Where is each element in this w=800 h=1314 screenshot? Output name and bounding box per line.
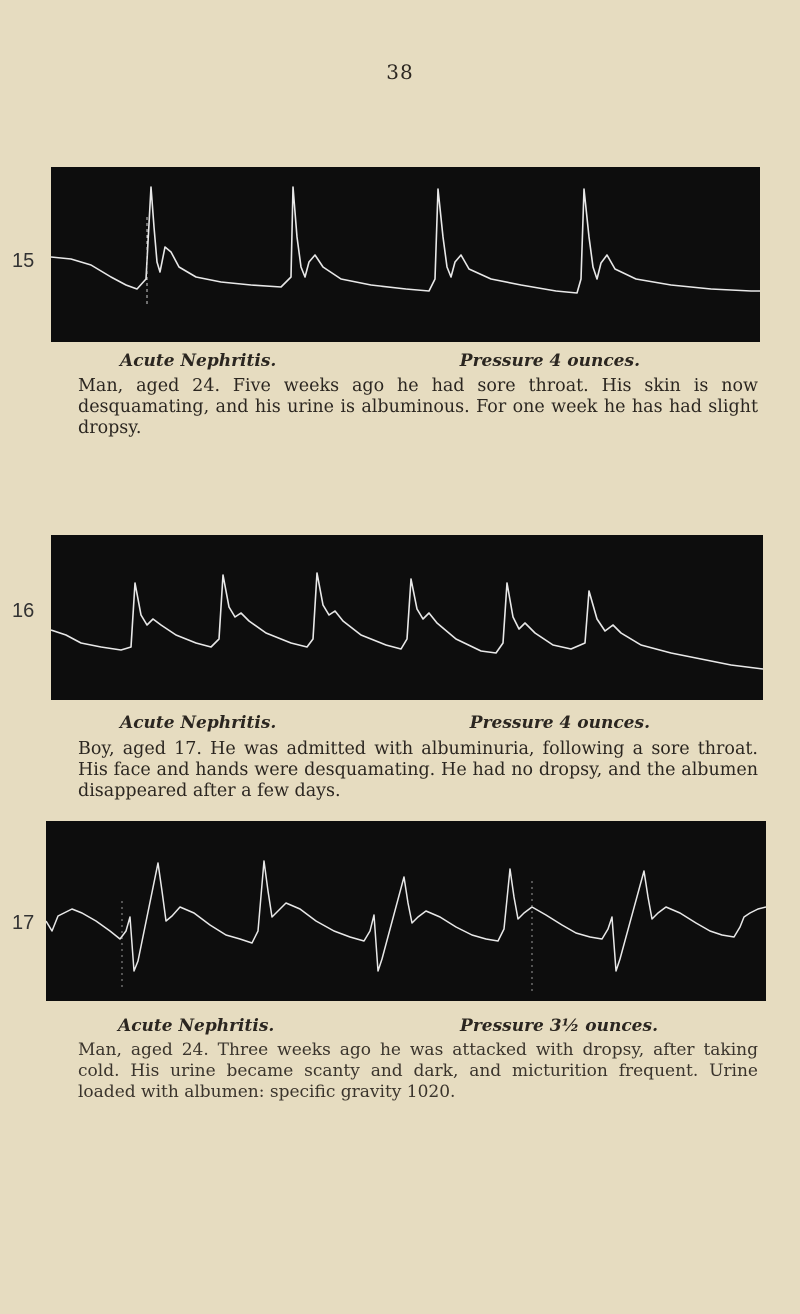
figure-16-number: 16: [12, 600, 35, 622]
figure-17-tracing-graphic: [46, 821, 766, 1001]
figure-16-caption: [120, 713, 650, 735]
figure-15-caption: [120, 351, 640, 373]
figure-15-description: Man, aged 24. Five weeks ago he had sore throat. His skin is now desquamating, and his urine is albuminous. For one week he has had slight dropsy.: [78, 376, 758, 438]
figure-17-description: Man, aged 24. Three weeks ago he was attacked with dropsy, after taking cold. His urine became scanty and dark, and micturition frequent. Urine loaded with albumen: specific gravity 1020.: [78, 1040, 758, 1102]
figure-16-caption-pressure: Pressure 4 ounces.: [469, 713, 650, 733]
figure-15-tracing-graphic: [51, 167, 760, 342]
figure-17-caption: [118, 1016, 658, 1038]
figure-17-caption-pressure: Pressure 3½ ounces.: [460, 1016, 658, 1036]
figure-15-caption-pressure: Pressure 4 ounces.: [459, 351, 640, 371]
figure-15-pulse-tracing: [51, 167, 760, 342]
figure-16-caption-title: Acute Nephritis.: [120, 713, 277, 733]
figure-17-number: 17: [12, 912, 35, 934]
figure-15-number: 15: [12, 250, 35, 272]
figure-17-caption-title: Acute Nephritis.: [118, 1016, 275, 1036]
figure-16-tracing-graphic: [51, 535, 763, 700]
figure-17-pulse-tracing: [46, 821, 766, 1001]
page-number: 38: [386, 60, 414, 84]
figure-15-caption-title: Acute Nephritis.: [120, 351, 277, 371]
figure-16-pulse-tracing: [51, 535, 763, 700]
figure-16-description: Boy, aged 17. He was admitted with albuminuria, following a sore throat. His face and hands were desquamating. He had no dropsy, and the albumen disappeared after a few days.: [78, 739, 758, 801]
